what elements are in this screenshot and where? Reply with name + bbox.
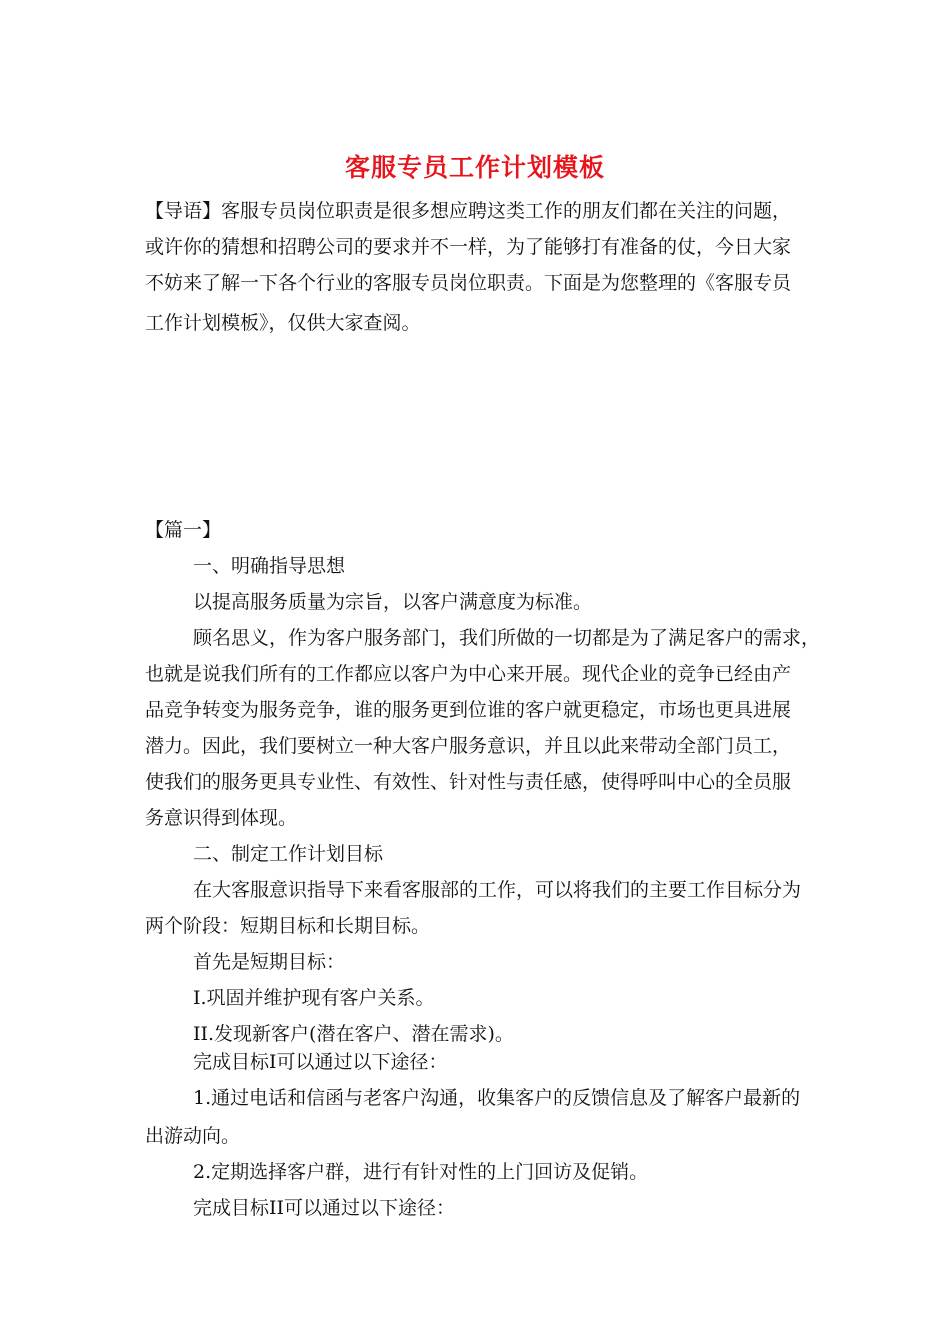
body-line: 务意识得到体现。 xyxy=(145,807,298,829)
body-line: 使我们的服务更具专业性、有效性、针对性与责任感，使得呼叫中心的全员服 xyxy=(145,771,792,793)
list-item: 1.通过电话和信函与老客户沟通，收集客户的反馈信息及了解客户最新的 xyxy=(193,1087,801,1109)
intro-line: 或许你的猜想和招聘公司的要求并不一样，为了能够打有准备的仗，今日大家 xyxy=(145,236,792,258)
body-line: 完成目标II可以通过以下途径： xyxy=(193,1197,456,1219)
list-item: 2.定期选择客户群，进行有针对性的上门回访及促销。 xyxy=(193,1161,649,1183)
list-item: II.发现新客户(潜在客户、潜在需求)。 xyxy=(193,1023,514,1045)
body-line: 品竞争转变为服务竞争，谁的服务更到位谁的客户就更稳定，市场也更具进展 xyxy=(145,699,792,721)
intro-line: 工作计划模板》，仅供大家查阅。 xyxy=(145,312,421,334)
body-line: 在大客服意识指导下来看客服部的工作，可以将我们的主要工作目标分为 xyxy=(193,879,802,901)
document-title: 客服专员工作计划模板 xyxy=(344,153,605,182)
section-label: 【篇一】 xyxy=(145,519,222,541)
body-line: 两个阶段：短期目标和长期目标。 xyxy=(145,915,431,937)
body-line: 完成目标I可以通过以下途径： xyxy=(193,1051,448,1073)
body-line: 潜力。因此，我们要树立一种大客户服务意识，并且以此来带动全部门员工， xyxy=(145,735,792,757)
intro-line: 【导语】客服专员岗位职责是很多想应聘这类工作的朋友们都在关注的问题， xyxy=(145,200,792,222)
body-line: 首先是短期目标： xyxy=(193,951,346,973)
body-line: 顾名思义，作为客户服务部门，我们所做的一切都是为了满足客户的需求， xyxy=(193,627,821,649)
intro-line: 不妨来了解一下各个行业的客服专员岗位职责。下面是为您整理的《客服专员 xyxy=(145,272,792,294)
body-line: 也就是说我们所有的工作都应以客户为中心来开展。现代企业的竞争已经由产 xyxy=(145,663,792,685)
body-line: 出游动向。 xyxy=(145,1125,241,1147)
list-item: I.巩固并维护现有客户关系。 xyxy=(193,987,435,1009)
body-line: 以提高服务质量为宗旨，以客户满意度为标准。 xyxy=(193,591,593,613)
heading-guiding-idea: 一、明确指导思想 xyxy=(193,555,346,577)
heading-work-targets: 二、制定工作计划目标 xyxy=(193,843,384,865)
